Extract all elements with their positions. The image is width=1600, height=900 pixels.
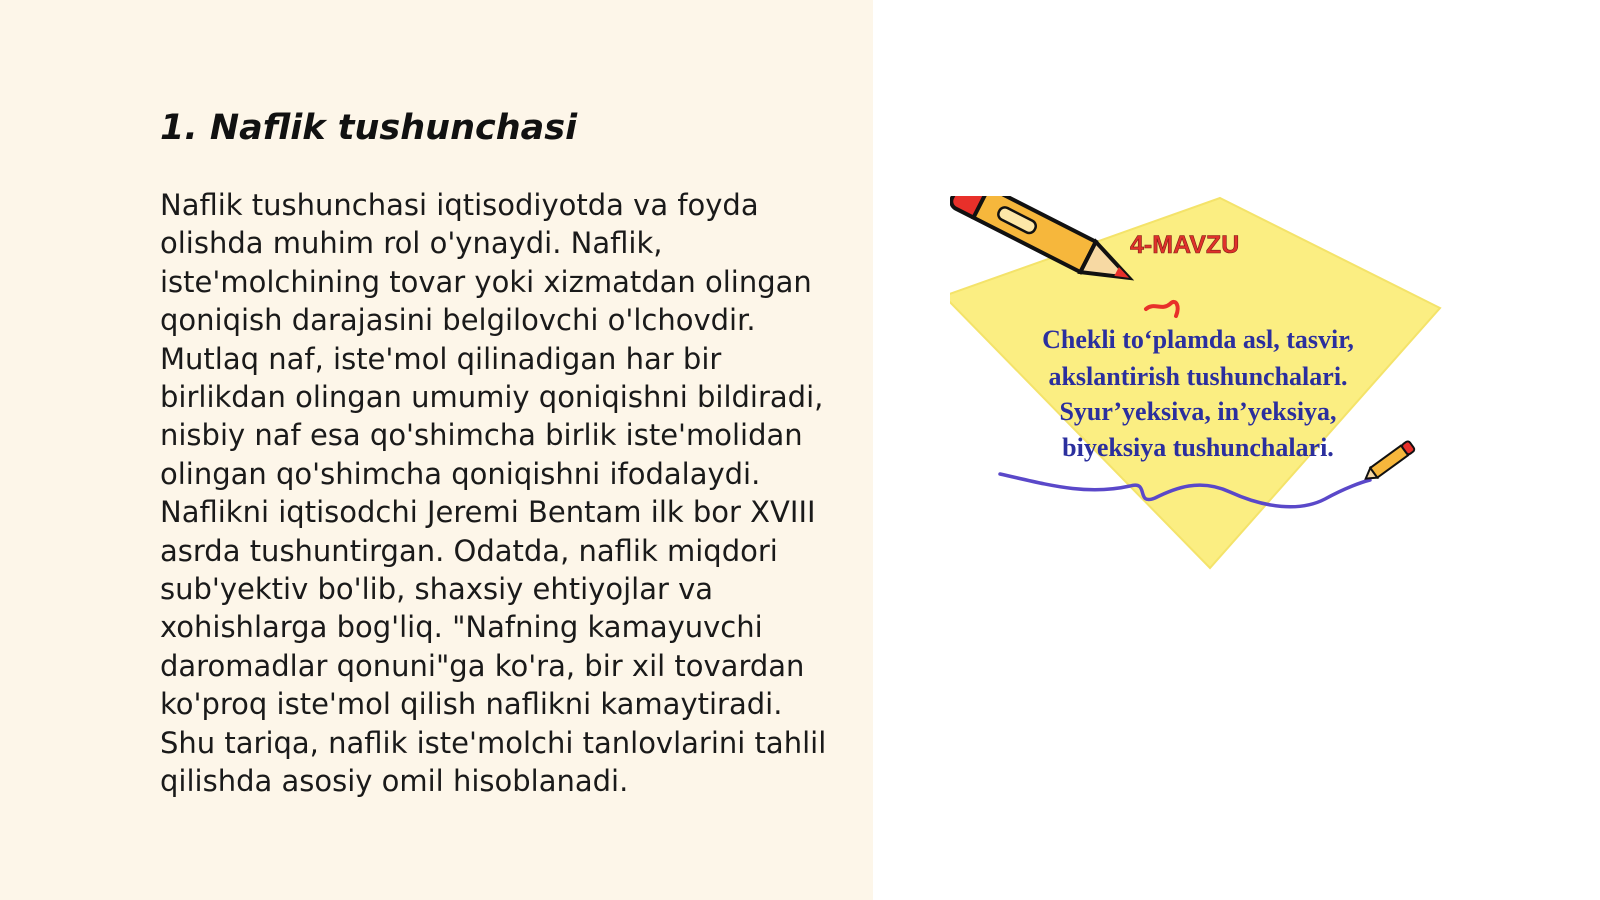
slide-title: 1. Naflik tushunchasi: [160, 108, 578, 148]
topic-illustration: [950, 196, 1450, 576]
topic-line-1: Chekli to‘plamda asl, tasvir,: [1042, 325, 1354, 354]
topic-illustration-graphic: [950, 196, 1450, 576]
topic-line-4: biyeksiya tushunchalari.: [1062, 433, 1334, 462]
small-pencil-icon: [1362, 440, 1415, 483]
topic-label: 4-MAVZU: [1130, 231, 1240, 259]
topic-line-2: akslantirish tushunchalari.: [1048, 362, 1348, 391]
topic-line-3: Syur’yeksiva, in’yeksiya,: [1059, 397, 1337, 426]
slide-body-text: Naflik tushunchasi iqtisodiyotda va foyda olishda muhim rol o'ynaydi. Naflik, iste'molchining tovar yoki xizmatdan olingan qoniqish darajasini belgilovchi o'lchovdir. Mutlaq naf, iste'mol qilinadigan har bir birlikdan olingan umumiy qoniqishni bildiradi, nisbiy naf esa qo'shimcha birlik iste'molidan olingan qo'shimcha qoniqishni ifodalaydi. Naflikni iqtisodchi Jeremi Bentam ilk bor XVIII asrda tushuntirgan. Odatda, naflik miqdori sub'yektiv bo'lib, shaxsiy ehtiyojlar va xohishlarga bog'liq. "Nafning kamayuvchi daromadlar qonuni"ga ko'ra, bir xil tovardan ko'proq iste'mol qilish naflikni kamaytiradi. Shu tariqa, naflik iste'molchi tanlovlarini tahlil qilishda asosiy omil hisoblanadi.: [160, 188, 827, 799]
